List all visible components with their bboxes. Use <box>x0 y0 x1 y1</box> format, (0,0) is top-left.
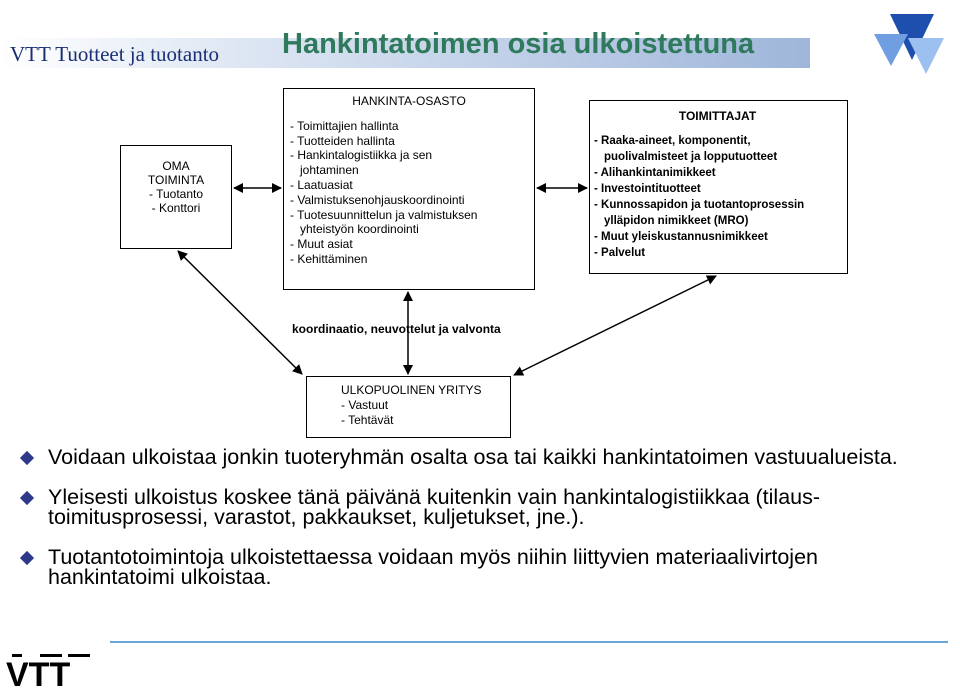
vtt-logo-icon <box>4 652 94 688</box>
bullet-list <box>20 447 950 607</box>
procurement-item: - Tuotteiden hallinta <box>290 133 395 148</box>
supplier-item: puolivalmisteet ja lopputuotteet <box>604 151 778 163</box>
procurement-item: - Toimittajien hallinta <box>290 118 399 133</box>
arrow-suppliers-external <box>514 276 716 375</box>
bullet-item <box>20 447 950 467</box>
external-title: ULKOPUOLINEN YRITYS <box>341 383 482 397</box>
footer-divider <box>110 641 948 643</box>
diamond-bullet-icon <box>20 451 34 465</box>
slide-title: Hankintatoimen osia ulkoistettuna <box>282 28 755 60</box>
external-line: - Vastuut <box>341 398 389 412</box>
diamond-bullet-icon <box>20 491 34 505</box>
procurement-department-box <box>283 88 535 290</box>
procurement-item: johtaminen <box>300 163 359 178</box>
supplier-item: - Kunnossapidon ja tuotantoprosessin <box>594 199 805 211</box>
procurement-item: - Muut asiat <box>290 237 353 252</box>
supplier-item: - Raaka-aineet, komponentit, <box>594 135 751 147</box>
supplier-item: ylläpidon nimikkeet (MRO) <box>604 215 749 227</box>
own-line: OMA <box>162 159 190 173</box>
suppliers-box <box>589 100 848 274</box>
brand-name: VTT Tuotteet ja tuotanto <box>10 42 220 66</box>
coordination-label: koordinaatio, neuvottelut ja valvonta <box>292 322 501 336</box>
own-line: - Tuotanto <box>148 187 204 201</box>
procurement-item: yhteistyön koordinointi <box>300 222 419 237</box>
diamond-bullet-icon <box>20 551 34 565</box>
procurement-item: - Kehittäminen <box>290 251 368 266</box>
own-operations-box <box>120 145 232 249</box>
supplier-item: - Investointituotteet <box>594 183 701 195</box>
bullet-item <box>20 547 950 587</box>
procurement-title: HANKINTA-OSASTO <box>352 94 466 108</box>
supplier-item: - Muut yleiskustannusnimikkeet <box>594 231 768 243</box>
bullet-text: Yleisesti ulkoistus koskee tänä päivänä kuitenkin vain hankintalogistiikkaa (tilaus-toimitusprosessi, varastot, pakkaukset, kuljetukset, jne.). <box>48 485 821 529</box>
procurement-item: - Tuotesuunnittelun ja valmistuksen <box>290 207 478 222</box>
bullet-text: Tuotantotoimintoja ulkoistettaessa voidaan myös niihin liittyvien materiaalivirtojen hankintatoimi ulkoistaa. <box>48 545 819 589</box>
suppliers-title: TOIMITTAJAT <box>678 109 757 123</box>
own-line: TOIMINTA <box>147 173 205 187</box>
bullet-text: Voidaan ulkoistaa jonkin tuoteryhmän osalta osa tai kaikki hankintatoimen vastuualueista. <box>48 445 898 469</box>
procurement-list <box>290 119 528 267</box>
bullet-item <box>20 487 950 527</box>
procurement-item: - Hankintalogistiikka ja sen <box>290 148 433 163</box>
procurement-item: - Valmistuksenohjauskoordinointi <box>290 192 465 207</box>
procurement-item: - Laatuasiat <box>290 177 353 192</box>
supplier-item: - Alihankintanimikkeet <box>594 167 716 179</box>
own-line: - Konttori <box>151 201 201 215</box>
suppliers-list <box>594 133 841 261</box>
external-company-box <box>306 376 511 438</box>
logo-text: VTT <box>6 656 71 688</box>
external-line: - Tehtävät <box>341 413 394 427</box>
supplier-item: - Palvelut <box>594 247 646 259</box>
